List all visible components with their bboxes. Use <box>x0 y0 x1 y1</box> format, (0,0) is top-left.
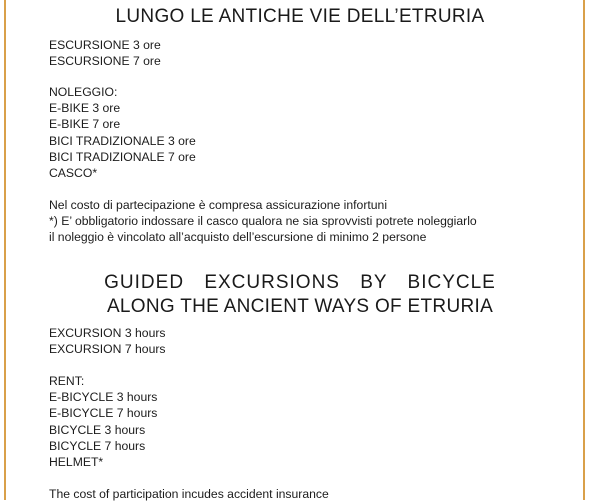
english-rent-list <box>49 373 157 470</box>
italian-rent-list <box>49 84 196 181</box>
list-item: ESCURSIONE 7 ore <box>49 54 161 69</box>
note-line: The cost of participation incudes accident insurance <box>49 487 329 501</box>
list-item: BICI TRADIZIONALE 7 ore <box>49 149 196 164</box>
note-line: Nel costo di partecipazione è compresa assicurazione infortuni <box>49 198 388 212</box>
list-item: E-BIKE 3 ore <box>49 101 121 116</box>
note-line: *) E’ obbligatorio indossare il casco qualora ne sia sprovvisti potrete noleggiarlo <box>49 214 477 229</box>
right-border-line <box>583 0 585 500</box>
list-item: EXCURSION 7 hours <box>49 342 166 357</box>
list-item: HELMET* <box>49 454 104 469</box>
rent-label: RENT: <box>49 374 85 388</box>
english-title-line1: GUIDED EXCURSIONS BY BICYCLE <box>104 272 496 293</box>
rent-label: NOLEGGIO: <box>49 85 118 99</box>
list-item: ESCURSIONE 3 ore <box>49 38 161 52</box>
list-item: BICYCLE 3 hours <box>49 422 146 437</box>
italian-notes <box>49 197 477 246</box>
list-item: EXCURSION 3 hours <box>49 326 166 340</box>
list-item: BICYCLE 7 hours <box>49 438 146 453</box>
english-title-line2: ALONG THE ANCIENT WAYS OF ETRURIA <box>106 296 494 317</box>
list-item: BICI TRADIZIONALE 3 ore <box>49 133 196 148</box>
list-item: E-BICYCLE 3 hours <box>49 390 158 405</box>
note-line: il noleggio è vincolato all’acquisto dell’escursione di minimo 2 persone <box>49 230 427 245</box>
italian-excursion-list <box>49 37 161 69</box>
left-border-line <box>4 0 6 500</box>
italian-title: LUNGO LE ANTICHE VIE DELL’ETRURIA <box>115 6 485 27</box>
list-item: E-BICYCLE 7 hours <box>49 406 158 421</box>
english-excursion-list <box>49 325 166 357</box>
list-item: E-BIKE 7 ore <box>49 117 121 132</box>
list-item: CASCO* <box>49 165 98 180</box>
